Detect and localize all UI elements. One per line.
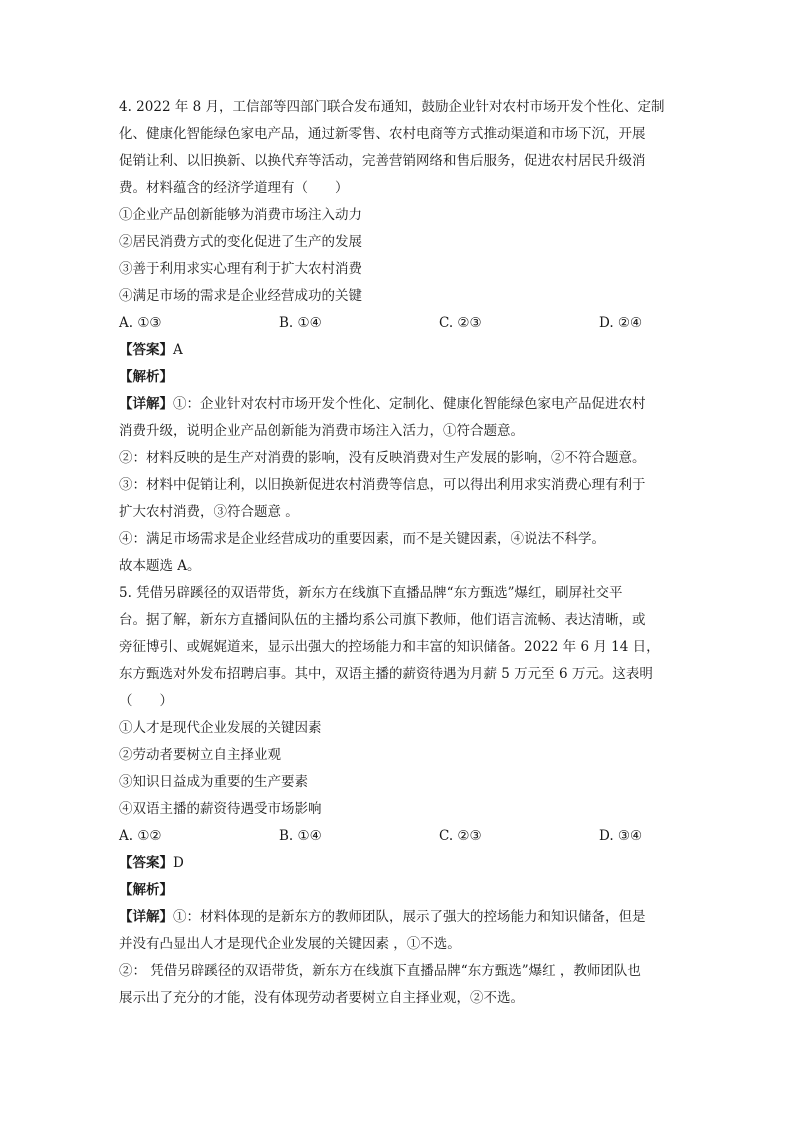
statement-item: ④满足市场的需求是企业经营成功的关键 — [119, 288, 362, 304]
option-c: C. ②③ — [439, 315, 482, 331]
detail-line — [119, 904, 679, 931]
option-c: C. ②③ — [439, 828, 482, 844]
detail-line: ③：材料中促销让利，以旧换新促进农村消费等信息，可以得出利用求实消费心理有利于 — [119, 477, 646, 493]
detail-line: 展示出了充分的才能，没有体现劳动者要树立自主择业观，②不选。 — [119, 990, 524, 1006]
statement-item: ②居民消费方式的变化促进了生产的发展 — [119, 234, 362, 250]
question-stem-line: 促销让利、以旧换新、以换代弃等活动，完善营销网络和售后服务，促进农村居民升级消 — [119, 153, 646, 169]
question-5 — [119, 580, 679, 1012]
option-a: A. ①② — [119, 828, 162, 844]
option-d: D. ③④ — [599, 828, 643, 844]
detail-line: ②：材料反映的是生产对消费的影响，没有反映消费对生产发展的影响，②不符合题意。 — [119, 450, 646, 466]
detail-line: 扩大农村消费，③符合题意 。 — [119, 504, 299, 520]
detail-text: ①：材料体现的是新东方的教师团队，展示了强大的控场能力和知识储备，但是 — [173, 909, 646, 925]
detail-label: 【详解】 — [119, 396, 173, 412]
question-stem-line: 东方甄选对外发布招聘启事。其中，双语主播的薪资待遇为月薪 5 万元至 6 万元。这表明 — [119, 666, 653, 682]
statement-item: ①人才是现代企业发展的关键因素 — [119, 720, 322, 736]
question-stem-line: 5. 凭借另辟蹊径的双语带货，新东方在线旗下直播品牌“东方甄选”爆红，刷屏社交平 — [119, 585, 623, 601]
statement-item: ④双语主播的薪资待遇受市场影响 — [119, 801, 322, 817]
detail-line — [119, 391, 679, 418]
analysis-label: 【解析】 — [119, 882, 173, 898]
option-b: B. ①④ — [279, 828, 322, 844]
question-stem-line: 费。材料蕴含的经济学道理有（ ） — [119, 180, 349, 196]
question-stem-line: 台。据了解，新东方直播间队伍的主播均系公司旗下教师，他们语言流畅、表达清晰，或 — [119, 612, 646, 628]
analysis-label: 【解析】 — [119, 369, 173, 385]
answer-value: A — [173, 342, 183, 358]
option-b: B. ①④ — [279, 315, 322, 331]
statement-item: ③善于利用求实心理有利于扩大农村消费 — [119, 261, 362, 277]
detail-line: 消费升级，说明企业产品创新能为消费市场注入活力，①符合题意。 — [119, 423, 524, 439]
question-4 — [119, 94, 679, 580]
option-d: D. ②④ — [599, 315, 643, 331]
question-stem-line: 旁征博引、或娓娓道来，显示出强大的控场能力和丰富的知识储备。2022 年 6 月 14 日， — [119, 639, 660, 655]
answer-options — [119, 310, 679, 337]
statement-item: ②劳动者要树立自主择业观 — [119, 747, 281, 763]
detail-line: ②： 凭借另辟蹊径的双语带货，新东方在线旗下直播品牌“东方甄选”爆红 ，教师团队也 — [119, 963, 641, 979]
question-stem-line: （ ） — [119, 693, 173, 709]
page-content — [119, 94, 679, 1012]
answer-label: 【答案】 — [119, 855, 173, 871]
question-stem-line: 化、健康化智能绿色家电产品，通过新零售、农村电商等方式推动渠道和市场下沉，开展 — [119, 126, 646, 142]
answer-options — [119, 823, 679, 850]
question-stem-line: 4. 2022 年 8 月，工信部等四部门联合发布通知，鼓励企业针对农村市场开发个性化、定制 — [119, 99, 665, 115]
option-a: A. ①③ — [119, 315, 162, 331]
answer-value: D — [173, 855, 184, 871]
statement-item: ③知识日益成为重要的生产要素 — [119, 774, 308, 790]
detail-label: 【详解】 — [119, 909, 173, 925]
answer-line — [119, 337, 679, 364]
statement-item: ①企业产品创新能够为消费市场注入动力 — [119, 207, 362, 223]
detail-line: ④：满足市场需求是企业经营成功的重要因素，而不是关键因素，④说法不科学。 — [119, 531, 605, 547]
detail-text: ①：企业针对农村市场开发个性化、定制化、健康化智能绿色家电产品促进农村 — [173, 396, 646, 412]
answer-line — [119, 850, 679, 877]
answer-label: 【答案】 — [119, 342, 173, 358]
detail-line: 并没有凸显出人才是现代企业发展的关键因素 ，①不选。 — [119, 936, 461, 952]
detail-line: 故本题选 A。 — [119, 558, 201, 574]
